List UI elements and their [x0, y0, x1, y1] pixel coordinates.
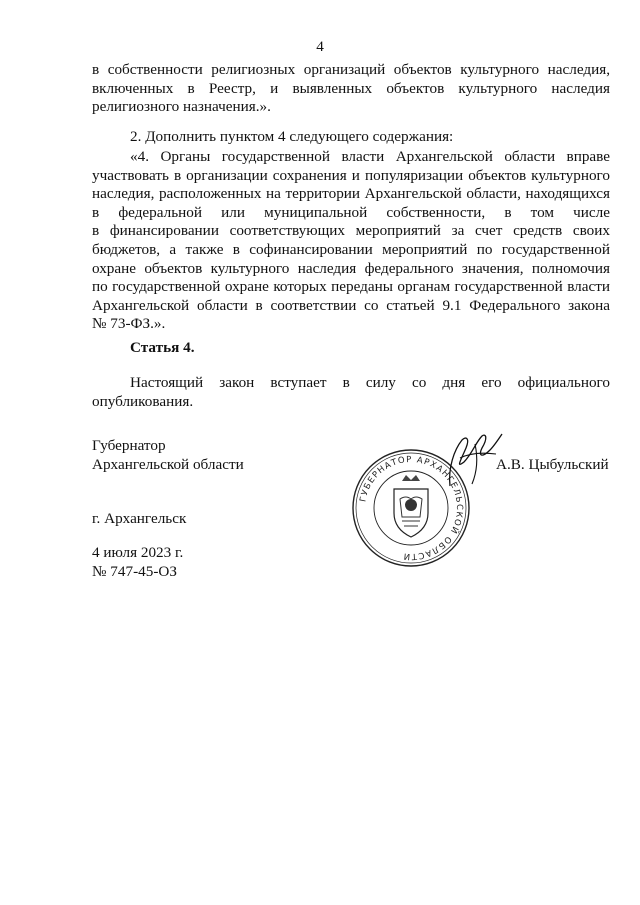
article-heading-text: Статья 4. [130, 339, 195, 356]
paragraph-line: бюджетов, а также в софинансировании мероприятий по государственной [92, 240, 610, 258]
paragraph-line: № 73-ФЗ.». [92, 315, 166, 333]
paragraph-line: 2. Дополнить пунктом 4 следующего содержания: [130, 128, 454, 145]
date-text: 4 июля 2023 г. [92, 544, 184, 561]
position-line: Губернатор [92, 437, 166, 454]
paragraph-line: «4. Органы государственной власти Архангельской области вправе [130, 148, 610, 165]
paragraph-line: охране объектов культурного наследия федерального значения, полномочия [92, 259, 610, 277]
place-text: г. Архангельск [92, 510, 187, 527]
paragraph-line: участвовать в организации сохранения и популяризации объектов культурного [92, 166, 610, 184]
paragraph-line: в собственности религиозных организаций объектов культурного наследия, [92, 61, 610, 78]
paragraph-line: в федеральной или муниципальной собственности, в том числе [92, 203, 610, 221]
date-number [92, 544, 610, 581]
svg-text:ГУБЕРНАТОР АРХАНГЕЛЬСКОЙ ОБЛАС: ГУБЕРНАТОР АРХАНГЕЛЬСКОЙ ОБЛАСТИ [358, 454, 465, 562]
paragraph-line: Архангельской области в соответствии со статьей 9.1 Федерального закона [92, 296, 610, 314]
paragraph-line: по государственной охране которых переданы органам государственной власти [92, 278, 610, 296]
paragraph-line: включенных в Реестр, и выявленных объектов культурного наследия [92, 79, 610, 97]
paragraph-line: Настоящий закон вступает в силу со дня его официального [130, 374, 610, 391]
place [92, 510, 610, 529]
paragraph-4 [92, 374, 610, 411]
page-number: 4 [316, 38, 324, 55]
paragraph-3 [92, 148, 610, 334]
signatory-name: А.В. Цыбульский [496, 456, 609, 473]
position-line: Архангельской области [92, 455, 244, 473]
paragraph-1 [92, 61, 610, 117]
paragraph-line: религиозного назначения.». [92, 98, 271, 116]
paragraph-line: наследия, расположенных на территории Архангельской области, находящихся [92, 185, 610, 203]
paragraph-line: в финансировании соответствующих мероприятий за счет средств своих [92, 222, 610, 240]
article-heading [92, 339, 610, 358]
law-number-text: № 747-45-ОЗ [92, 562, 177, 580]
paragraph-2 [92, 128, 610, 147]
paragraph-line: опубликования. [92, 392, 194, 410]
